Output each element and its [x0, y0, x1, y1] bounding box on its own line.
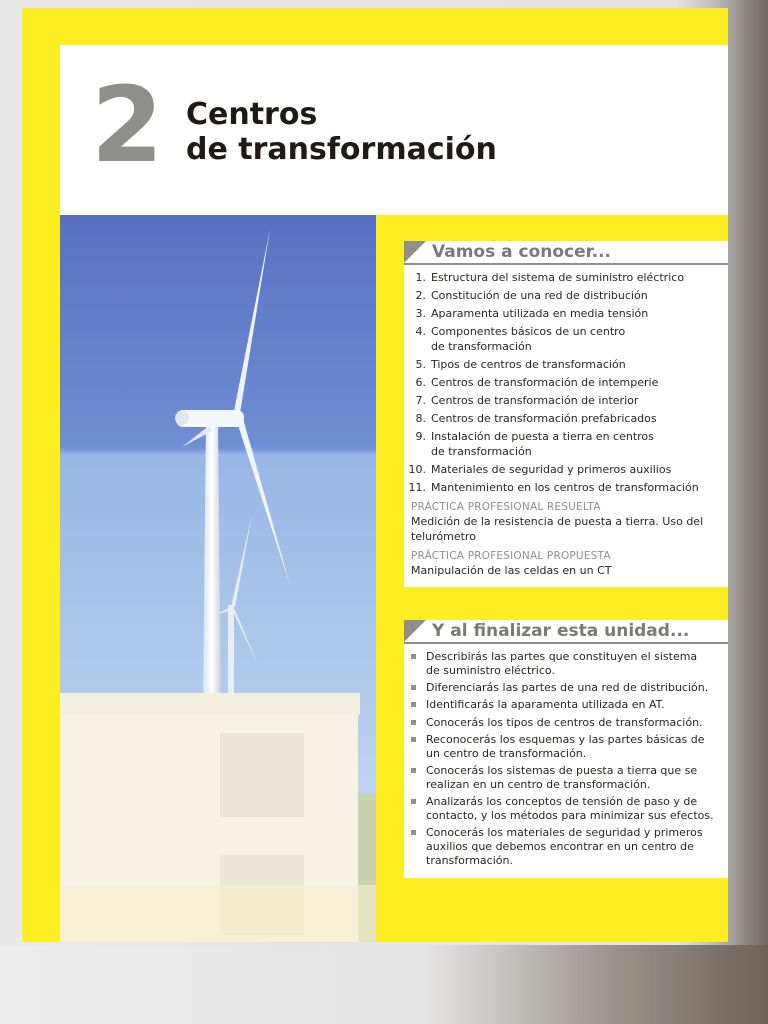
bullet-text-line: auxilios que debemos encontrar en un centro de [426, 840, 694, 854]
scan-bottom-shadow [0, 945, 768, 1024]
vamos-list-item [404, 376, 728, 391]
bullet-text-line: Conocerás los sistemas de puesta a tierra que se [426, 763, 698, 777]
square-bullet-icon [411, 654, 416, 659]
vamos-list-item [404, 463, 728, 478]
vamos-heading: Vamos a conocer... [432, 242, 611, 262]
item-text: Componentes básicos de un centro [431, 325, 626, 339]
vamos-list-item [404, 481, 728, 496]
vamos-list-item [404, 289, 728, 304]
item-text: Constitución de una red de distribución [431, 289, 648, 303]
finalizar-list-item [404, 764, 728, 792]
square-bullet-icon [411, 737, 416, 742]
finalizar-list-item [404, 650, 728, 678]
chapter-number: 2 [91, 64, 162, 186]
item-number: 3. [415, 307, 426, 321]
item-text: Centros de transformación de intemperie [431, 375, 659, 389]
item-number: 11. [408, 480, 426, 494]
bullet-text-line: Reconocerás los esquemas y las partes básicas de [426, 732, 705, 746]
item-text: Mantenimiento en los centros de transformación [431, 480, 699, 494]
vamos-list-item [404, 412, 728, 427]
item-text-cont: de transformación [431, 339, 532, 353]
item-text-cont: de transformación [431, 444, 532, 458]
chapter-title-line1: Centros [186, 97, 318, 132]
item-text: Tipos de centros de transformación [431, 357, 626, 371]
item-number: 1. [415, 271, 426, 284]
wind-turbine-photo [60, 215, 376, 942]
bullet-text-line: Conocerás los tipos de centros de transformación. [426, 715, 703, 729]
bullet-text-line: Analizarás los conceptos de tensión de paso y de [426, 795, 698, 809]
square-bullet-icon [411, 830, 416, 835]
bullet-text-line: de suministro eléctrico. [426, 664, 555, 677]
square-bullet-icon [411, 768, 416, 773]
bullet-text-line: Diferenciarás las partes de una red de distribución. [426, 681, 709, 695]
vamos-list-item [404, 325, 728, 354]
item-number: 9. [415, 430, 426, 444]
item-number: 8. [415, 412, 426, 426]
item-text: Centros de transformación de interior [431, 394, 639, 408]
header-rule [404, 642, 728, 644]
corner-triangle-icon [404, 620, 426, 642]
finalizar-list-item [404, 795, 728, 823]
item-number: 7. [415, 394, 426, 408]
square-bullet-icon [411, 685, 416, 690]
practica-propuesta-label: PRÁCTICA PROFESIONAL PROPUESTA [411, 550, 611, 563]
practica-resuelta-text: Medición de la resistencia de puesta a tierra. Uso del telurómetro [411, 515, 704, 543]
square-bullet-icon [411, 799, 416, 804]
finalizar-heading: Y al finalizar esta unidad... [432, 621, 690, 641]
item-number: 10. [408, 462, 426, 476]
practica-propuesta-text: Manipulación de las celdas en un CT [411, 564, 612, 578]
vamos-a-conocer-panel [404, 241, 728, 587]
item-text: Aparamenta utilizada en media tensión [431, 307, 649, 321]
bullet-text-line: Describirás las partes que constituyen el sistema [426, 650, 698, 663]
bullet-text-line: Conocerás los materiales de seguridad y primeros [426, 826, 703, 840]
item-number: 4. [415, 325, 426, 339]
item-text: Materiales de seguridad y primeros auxilios [431, 462, 672, 476]
finalizar-list [404, 650, 728, 868]
wind-turbine-illustration [60, 215, 376, 942]
vamos-list [404, 271, 728, 495]
finalizar-header [404, 620, 728, 644]
finalizar-list-item [404, 698, 728, 712]
vamos-list-item [404, 430, 728, 459]
vamos-list-item [404, 394, 728, 409]
item-text: Instalación de puesta a tierra en centros [431, 430, 654, 444]
square-bullet-icon [411, 720, 416, 725]
vamos-header [404, 241, 728, 265]
finalizar-panel [404, 620, 728, 878]
finalizar-list-item [404, 716, 728, 730]
bullet-text-line: transformación. [426, 854, 513, 868]
item-text: Estructura del sistema de suministro eléctrico [431, 271, 685, 284]
finalizar-list-item [404, 681, 728, 695]
item-number: 6. [415, 375, 426, 389]
book-page [22, 8, 728, 942]
bullet-text-line: Identificarás la aparamenta utilizada en AT. [426, 698, 665, 712]
vamos-list-item [404, 307, 728, 322]
bullet-text-line: un centro de transformación. [426, 746, 587, 760]
item-number: 5. [415, 357, 426, 371]
corner-triangle-icon [404, 241, 426, 263]
header-rule [404, 263, 728, 265]
item-number: 2. [415, 289, 426, 303]
vamos-list-item [404, 358, 728, 373]
finalizar-list-item [404, 826, 728, 868]
vamos-list-item [404, 271, 728, 286]
chapter-title-line2: de transformación [186, 132, 497, 167]
practica-resuelta-label: PRÁCTICA PROFESIONAL RESUELTA [411, 501, 601, 514]
item-text: Centros de transformación prefabricados [431, 412, 657, 426]
square-bullet-icon [411, 702, 416, 707]
chapter-header [60, 45, 728, 215]
bullet-text-line: realizan en un centro de transformación. [426, 777, 651, 791]
bullet-text-line: contacto, y los métodos para minimizar sus efectos. [426, 809, 714, 823]
finalizar-list-item [404, 733, 728, 761]
chapter-title [186, 97, 497, 167]
